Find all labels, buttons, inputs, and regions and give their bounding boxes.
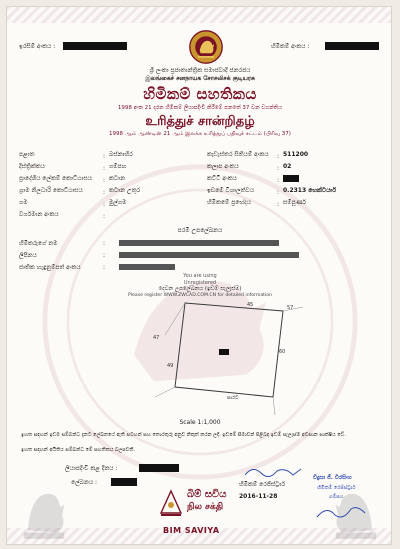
footer-notice: ඉහත සඳහන් ඉඩම සම්බන්ධ දැනට ලේඛනයේ ඇති සටහන් සහ තොරතුරු අනුව නිකුත් කරන ලදී. ඉඩමේ සීමාවන් පිළිබඳ ඉඩම් සැලැස්ම අවසාන සාක්ෂිය වේ. bbox=[21, 432, 346, 438]
bim-saviya-logo bbox=[157, 489, 239, 541]
field-label-gn-division: ග්‍රාම නිලධාරි කොට්ඨාසය bbox=[19, 187, 83, 194]
plan-schedule-title: දෙවන උපලේඛනය (ඉඩම් සැලැස්ම) bbox=[158, 286, 242, 292]
field-label-ds-division: ප්‍රාදේශීය ලේකම් කොට්ඨාසය bbox=[19, 175, 92, 182]
parcel-id-redaction bbox=[219, 349, 229, 355]
stamp-title: හිමිකම් රෙජිස්ට්‍රාර් bbox=[317, 485, 356, 491]
parcel-no-redaction bbox=[283, 175, 299, 182]
field-label-zone-no: කලාප අංකය bbox=[207, 163, 239, 170]
certificate-no-redaction bbox=[325, 42, 379, 50]
field-label-extent: ඉඩමේ විශාලත්වය bbox=[207, 187, 255, 194]
owner-nic-colon: : bbox=[103, 264, 106, 271]
republic-line-ta: இலங்கைச் சனநாயக சோசலிசக் குடியரசு bbox=[145, 75, 255, 82]
title-sinhala: හිමිකම් සහතිකය bbox=[143, 85, 257, 103]
field-value-extent: 0.2313 හෙක්ටයාර් bbox=[283, 187, 337, 194]
footer-notice-2: ඉහත සඳහන් අයිතිය සම්බන්ධ මේ සහතිකය බලපවතී. bbox=[21, 447, 135, 453]
top-border-pattern bbox=[7, 7, 391, 23]
dimension-47: 47 bbox=[153, 335, 160, 341]
field-label-parcel-no: කට්ටි අංකය bbox=[207, 175, 237, 182]
field-label-title-class: හිමිකමේ ප්‍රභේදය bbox=[207, 199, 252, 206]
dimension-57: 57 bbox=[287, 305, 294, 311]
owner-name-label: හිමිකරුගේ නම bbox=[19, 240, 58, 247]
serial-redaction bbox=[63, 42, 127, 50]
cad-notice-2: Unregistered bbox=[183, 280, 217, 286]
left-colons: : : : : : : bbox=[103, 153, 106, 220]
stamp-signature bbox=[315, 503, 367, 521]
adjacent-line-3 bbox=[273, 397, 275, 415]
signature-scribble bbox=[243, 463, 303, 479]
road-label: පාරට bbox=[227, 395, 239, 401]
owner-name-colon: : bbox=[103, 240, 106, 247]
right-colons: : : : : : bbox=[277, 153, 280, 208]
republic-line-si: ශ්‍රී ලංකා ප්‍රජාතාන්ත්‍රික සමාජවාදී ජනරජය bbox=[149, 67, 251, 74]
act-line-si: 1998 අංක 21 දරන හිමිකම් ලියාපදිංචි කිරීමේ පනතේ 37 වන වගන්තිය bbox=[117, 105, 283, 111]
owner-nic-redaction bbox=[119, 264, 175, 270]
issue-date-redaction bbox=[139, 464, 179, 472]
certificate-page bbox=[6, 6, 392, 545]
owner-nic-label: ජාතික හැඳුනුම්පත් අංකය bbox=[19, 264, 81, 271]
field-label-cadastral-map: කැඩැස්තර සිතියම් අංකය bbox=[207, 151, 269, 158]
cad-register-line: Please register WWW.ZWCAD.COM.CN for detailed information bbox=[128, 293, 272, 298]
lion-pillar-left-icon bbox=[17, 477, 71, 541]
field-label-village: ගම bbox=[19, 199, 28, 206]
field-label-plan-no: වර්ගමාන අංකය bbox=[19, 211, 59, 218]
serial-label: ඉරසිම් අංකය : bbox=[19, 43, 56, 50]
issue-date-value: 2016-11-28 bbox=[239, 493, 278, 500]
dimension-45: 45 bbox=[247, 302, 254, 308]
field-value-cadastral-map: 511200 bbox=[283, 151, 309, 158]
field-value-title-class: සම්පූර්ණ bbox=[283, 199, 307, 206]
bim-saviya-si: බිම් සවිය bbox=[187, 489, 227, 500]
parcel-plan bbox=[115, 297, 305, 417]
owner-name-redaction bbox=[119, 240, 279, 246]
bim-saviya-en: BIM SAVIYA bbox=[163, 526, 220, 535]
field-label-province: පළාත bbox=[19, 151, 35, 158]
registrar-title: හිමිකම් රෙජිස්ට්‍රාර් bbox=[239, 481, 286, 488]
owner-address-colon: : bbox=[103, 252, 106, 259]
cad-notice-1: You are using bbox=[183, 273, 217, 279]
issue-date-label: ලියාපදිංචි කළ දිනය : bbox=[65, 465, 118, 472]
registrar-label: ලේඛනය : bbox=[71, 479, 98, 486]
field-value-district: ගම්පහ bbox=[109, 163, 127, 170]
dimension-60: 60 bbox=[279, 349, 286, 355]
certificate-no-label: හිමිකම් අංකය : bbox=[271, 43, 310, 50]
dimension-49: 49 bbox=[167, 363, 174, 369]
adjacent-line-4 bbox=[155, 387, 175, 397]
field-value-province: බස්නාහිර bbox=[109, 151, 133, 158]
sri-lanka-emblem-icon bbox=[188, 29, 224, 65]
field-value-gn-division: කටාන උතුර bbox=[109, 187, 141, 194]
owner-address-label: ලිපිනය bbox=[19, 252, 37, 259]
title-tamil: உரித்துச் சான்றிதழ் bbox=[145, 114, 255, 129]
plan-scale: Scale 1:1,000 bbox=[179, 419, 221, 426]
field-value-village: මුල්ගම bbox=[109, 199, 127, 206]
registrar-redaction bbox=[111, 478, 137, 486]
act-line-ta: 1998 ஆம் ஆண்டின் 21 ஆம் இலக்க உரித்துப் பதிவுச் சட்டம் (பிரிவு 37) bbox=[109, 131, 291, 137]
owner-section-title: පරමි උපලේඛනය bbox=[177, 227, 223, 234]
bim-saviya-emblem-icon bbox=[157, 489, 185, 519]
registrar-stamp bbox=[311, 469, 375, 533]
field-label-district: දිස්ත්‍රික්කය bbox=[19, 163, 45, 170]
stamp-location: ගම්පහ bbox=[329, 494, 344, 500]
owner-address-redaction bbox=[119, 252, 299, 258]
bim-saviya-ta: நில சக்தி bbox=[187, 502, 224, 512]
stamp-name: විදුසා ජී. වීරසිංහ bbox=[313, 475, 352, 481]
field-value-ds-division: කටාන bbox=[109, 175, 126, 182]
field-value-zone-no: 02 bbox=[283, 163, 292, 170]
